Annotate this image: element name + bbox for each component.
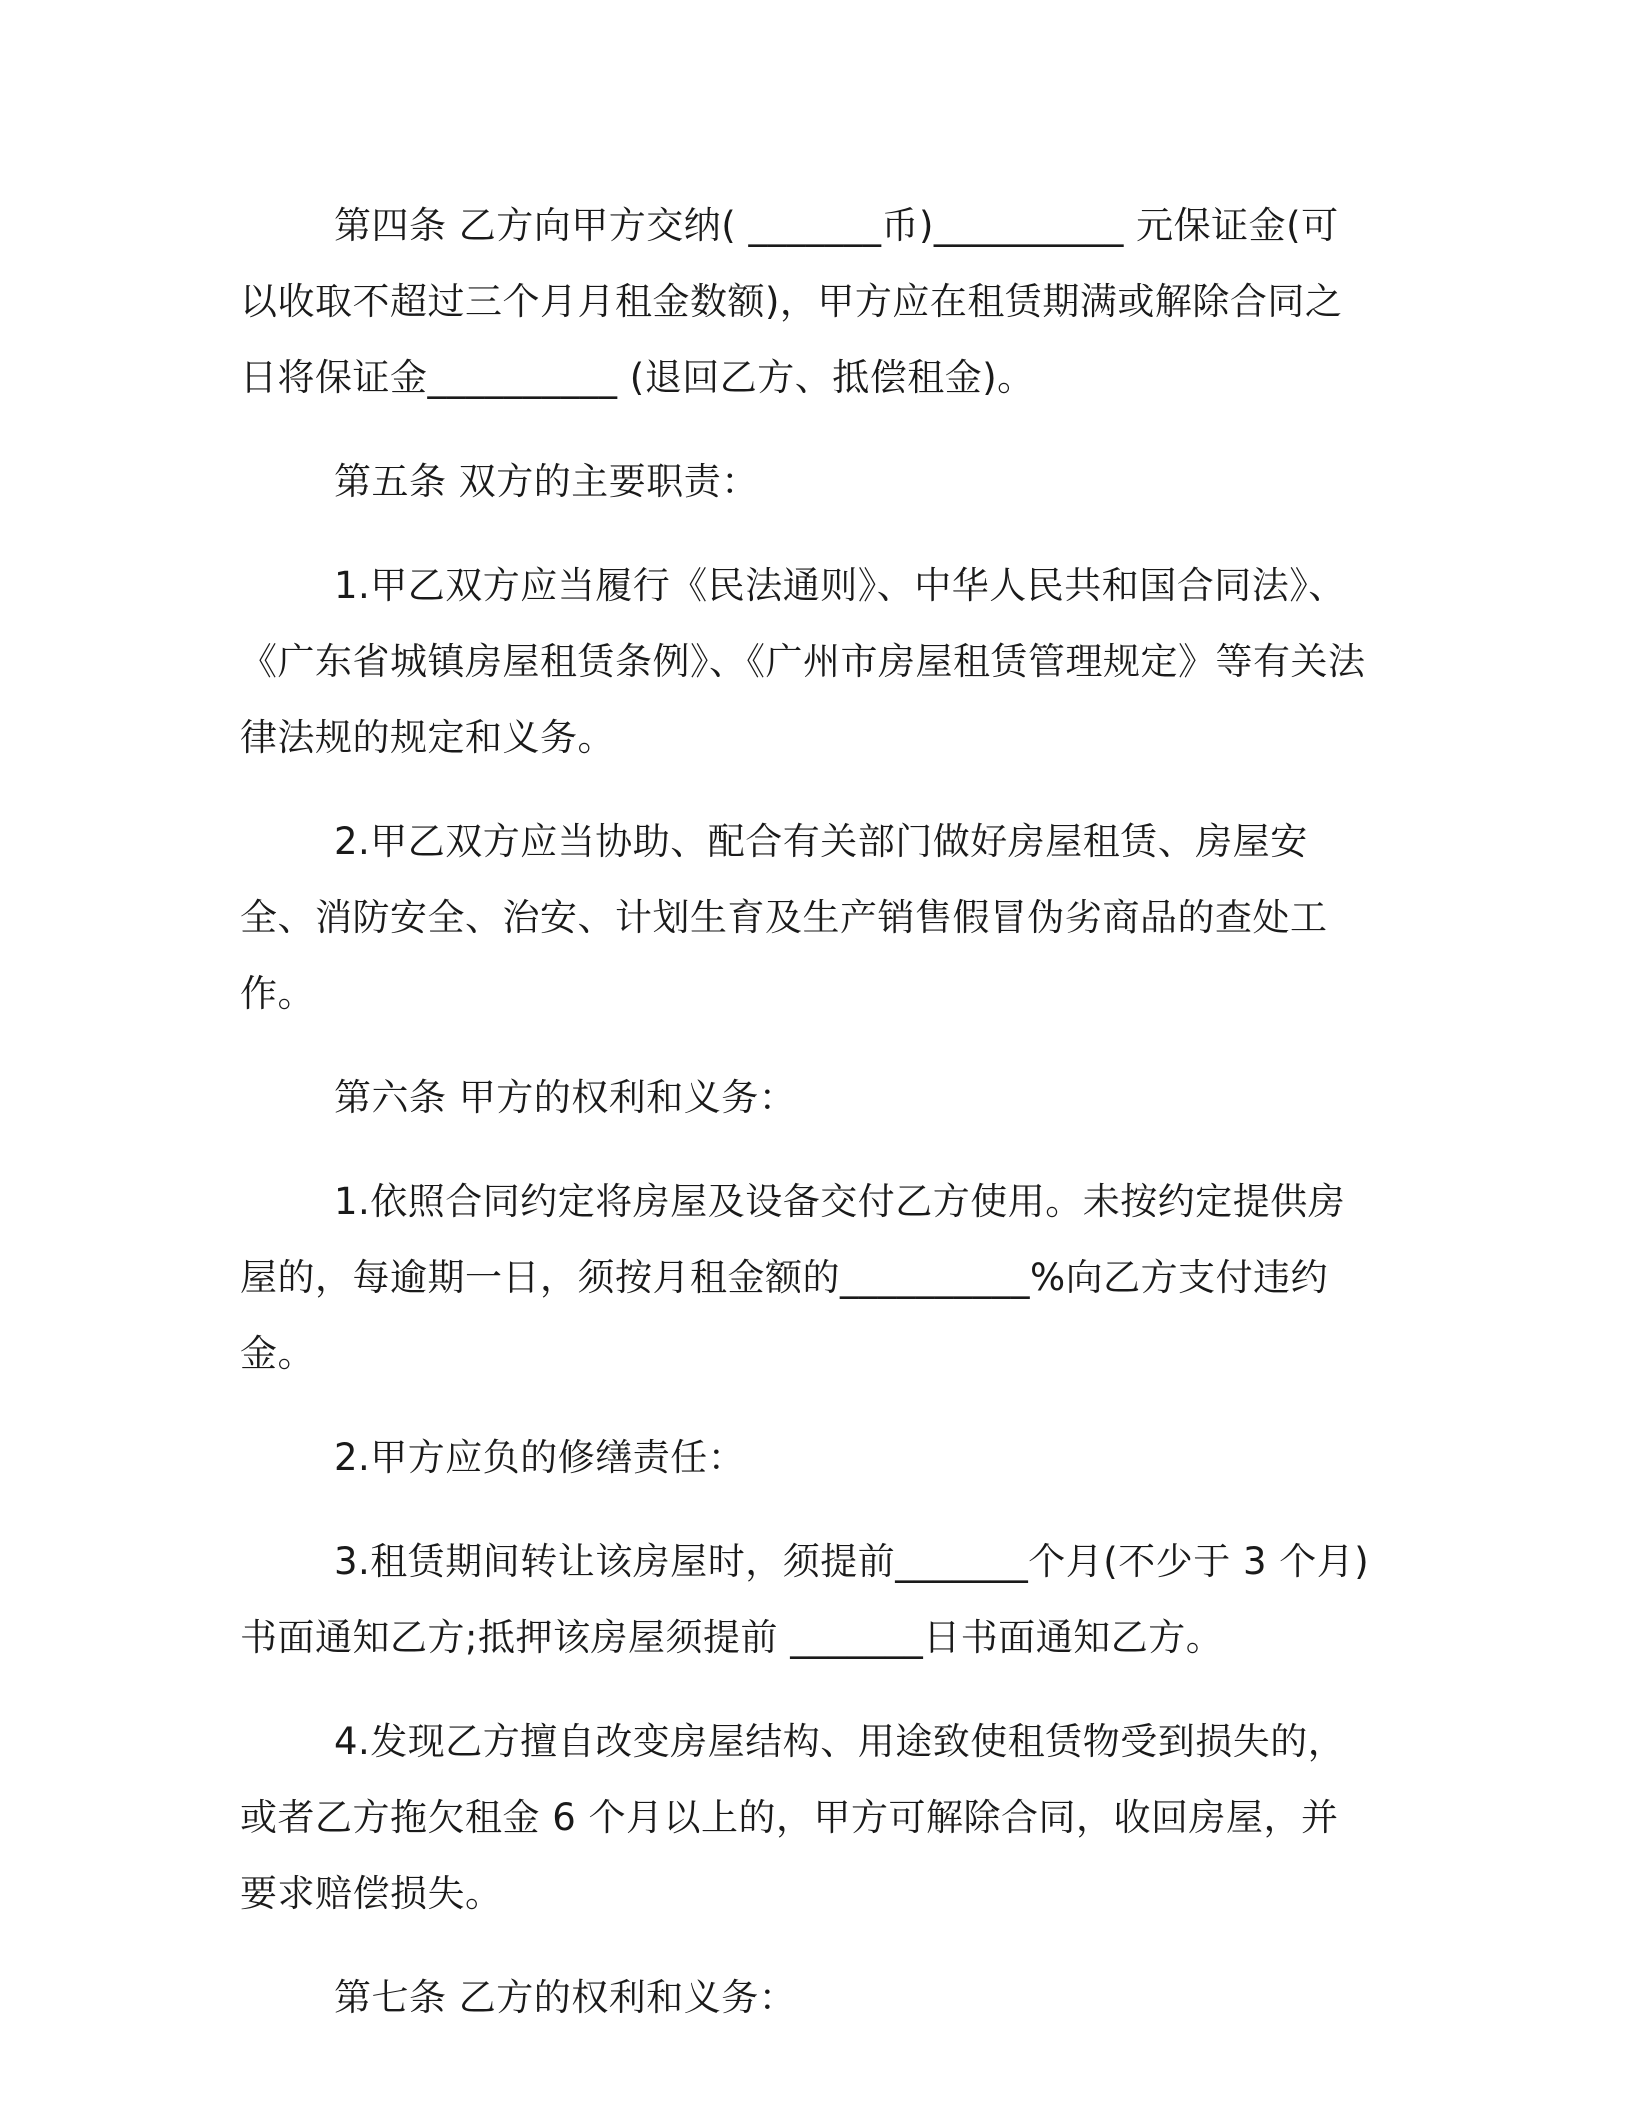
article-4-paragraph: 第四条 乙方向甲方交纳( _______币)__________ 元保证金(可以收取不超过三个月月租金数额)，甲方应在租赁期满或解除合同之日将保证金__________ (退回乙方、抵偿租金)。 xyxy=(240,204,1343,399)
article-6-item-2: 2.甲方应负的修缮责任： xyxy=(334,1436,746,1479)
article-7-heading: 第七条 乙方的权利和义务： xyxy=(334,1976,797,2019)
article-5-item-2: 2.甲乙双方应当协助、配合有关部门做好房屋租赁、房屋安全、消防安全、治安、计划生育及生产销售假冒伪劣商品的查处工作。 xyxy=(240,820,1328,1015)
document-body xyxy=(240,188,1376,2064)
article-6-item-3: 3.租赁期间转让该房屋时，须提前_______个月(不少于 3 个月)书面通知乙方;抵押该房屋须提前 _______日书面通知乙方。 xyxy=(240,1540,1370,1659)
article-6-item-1: 1.依照合同约定将房屋及设备交付乙方使用。未按约定提供房屋的，每逾期一日，须按月租金额的__________%向乙方支付违约金。 xyxy=(240,1180,1346,1375)
article-5-heading: 第五条 双方的主要职责： xyxy=(334,460,759,503)
article-6-item-4: 4.发现乙方擅自改变房屋结构、用途致使租赁物受到损失的，或者乙方拖欠租金 6 个月以上的，甲方可解除合同，收回房屋，并要求赔偿损失。 xyxy=(240,1720,1346,1915)
article-5-item-1: 1.甲乙双方应当履行《民法通则》、中华人民共和国合同法》、《广东省城镇房屋租赁条例》、《广州市房屋租赁管理规定》等有关法律法规的规定和义务。 xyxy=(240,564,1366,759)
article-6-heading: 第六条 甲方的权利和义务： xyxy=(334,1076,797,1119)
